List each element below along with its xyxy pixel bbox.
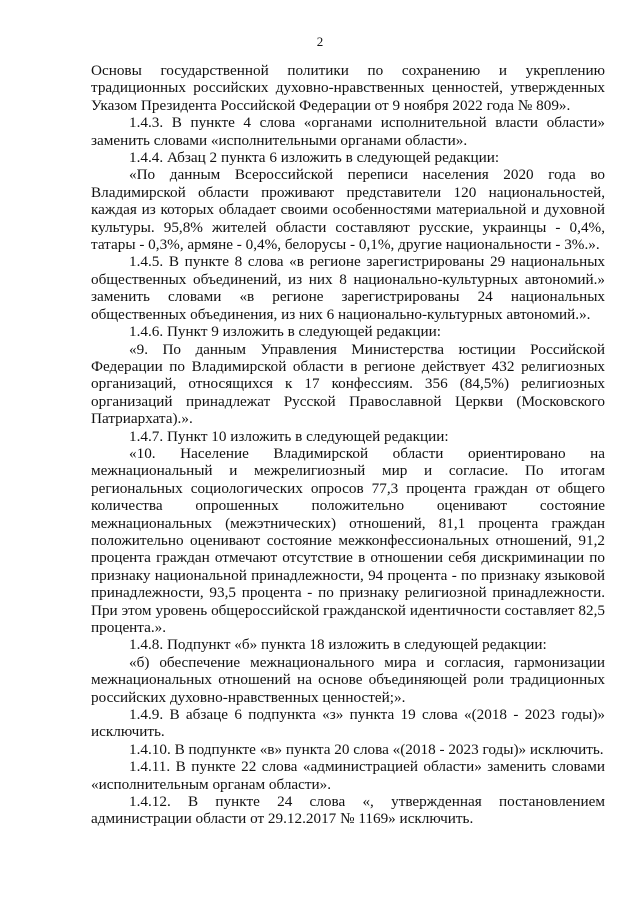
paragraph-1-4-4: 1.4.4. Абзац 2 пункта 6 изложить в следующей редакции: bbox=[129, 149, 500, 167]
paragraph-1-4-5: 1.4.5. В пункте 8 слова «в регионе зарегистрированы 29 национальных общественных объединений, из них 8 национально-культурных автономий.» заменить словами «в регионе зарегистрированы 24 национальных общественных объединения, из них 6 национально-культурных автономий.». bbox=[91, 253, 605, 323]
paragraph-quote-item-6: «По данным Всероссийской переписи населения 2020 года во Владимирской области проживают представители 120 национальностей, каждая из которых обладает своими особенностями материальной и духовной культуры. 95,8% жителей области составляют русские, украинцы - 0,4%, татары - 0,3%, армяне - 0,4%, белорусы - 0,1%, другие национальности - 3%.». bbox=[91, 166, 605, 254]
paragraph-quote-item-10: «10. Население Владимирской области ориентировано на межнациональный и межрелигиозный мир и согласие. По итогам региональных социологических опросов 77,3 процента граждан от общего количества опрошенных положительно оценивают состояние межнациональных (межэтнических) отношений, 81,1 процента граждан положительно оценивают состояние межконфессиональных отношений, 91,2 процента граждан отмечают отсутствие в отношении себя дискриминации по признаку национальной принадлежности, 94 процента - по признаку языковой принадлежности, 93,5 процента - по признаку религиозной принадлежности. При этом уровень общероссийской гражданской идентичности составляет 82,5 процента.». bbox=[91, 444, 605, 636]
paragraph-1-4-9: 1.4.9. В абзаце 6 подпункта «з» пункта 19 слова «(2018 - 2023 годы)» исключить. bbox=[91, 706, 605, 741]
paragraph-1-4-7: 1.4.7. Пункт 10 изложить в следующей редакции: bbox=[129, 427, 449, 445]
page-number: 2 bbox=[316, 34, 324, 49]
paragraph-quote-subitem-b: «б) обеспечение межнационального мира и согласия, гармонизации межнациональных отношений на основе объединяющей роли традиционных российских духовно-нравственных ценностей;». bbox=[91, 653, 605, 706]
document-body bbox=[91, 62, 605, 828]
paragraph-quote-item-9: «9. По данным Управления Министерства юстиции Российской Федерации по Владимирской области в регионе действует 432 религиозных организаций, относящихся к 17 конфессиям. 356 (84,5%) религиозных организаций принадлежат Русской Православной Церкви (Московского Патриархата).». bbox=[91, 340, 605, 428]
paragraph-1-4-6: 1.4.6. Пункт 9 изложить в следующей редакции: bbox=[129, 323, 442, 341]
paragraph-1-4-11: 1.4.11. В пункте 22 слова «администрацией области» заменить словами «исполнительным органам области». bbox=[91, 758, 605, 793]
paragraph-1-4-12: 1.4.12. В пункте 24 слова «, утвержденная постановлением администрации области от 29.12.2017 № 1169» исключить. bbox=[91, 793, 605, 828]
paragraph-1-4-3: 1.4.3. В пункте 4 слова «органами исполнительной власти области» заменить словами «исполнительными органами области». bbox=[91, 114, 605, 149]
paragraph-1-4-8: 1.4.8. Подпункт «б» пункта 18 изложить в следующей редакции: bbox=[129, 636, 547, 654]
paragraph-continuation: Основы государственной политики по сохранению и укреплению традиционных российских духовно-нравственных ценностей, утвержденных Указом Президента Российской Федерации от 9 ноября 2022 года № 809». bbox=[91, 62, 605, 114]
paragraph-1-4-10: 1.4.10. В подпункте «в» пункта 20 слова «(2018 - 2023 годы)» исключить. bbox=[129, 740, 604, 758]
